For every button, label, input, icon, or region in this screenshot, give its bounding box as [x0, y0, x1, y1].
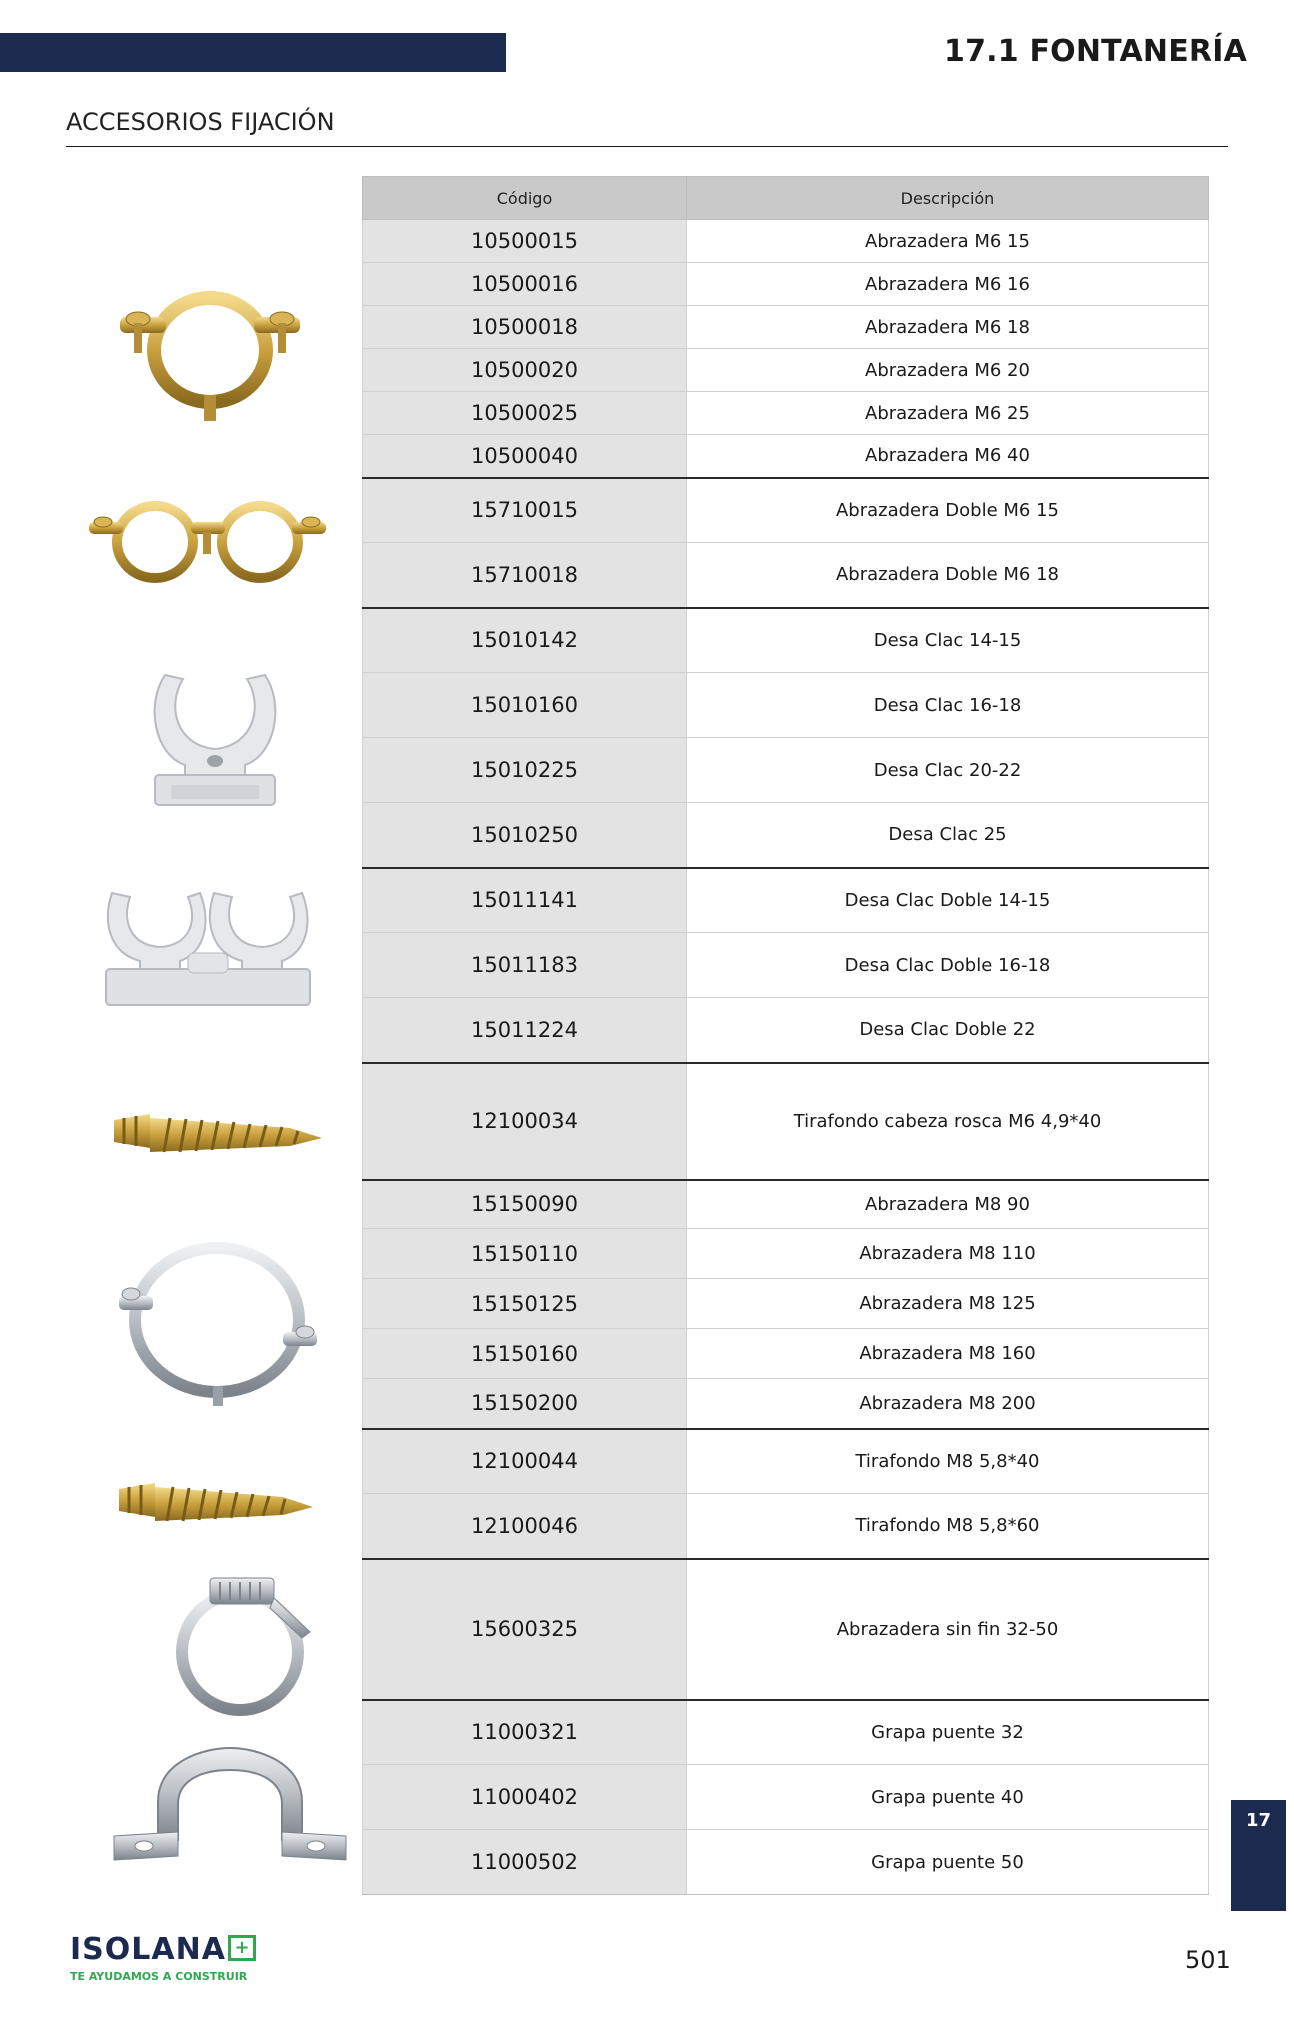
product-description: Tirafondo cabeza rosca M6 4,9*40	[687, 1063, 1209, 1180]
company-logo	[70, 1932, 270, 1982]
table-row	[363, 1700, 1209, 1765]
product-description: Abrazadera M8 200	[687, 1379, 1209, 1429]
table-row	[363, 392, 1209, 435]
product-description: Grapa puente 32	[687, 1700, 1209, 1765]
product-code: 15150110	[363, 1229, 687, 1279]
product-description: Desa Clac Doble 16-18	[687, 933, 1209, 998]
table-row	[363, 803, 1209, 868]
logo-name: ISOLANA	[70, 1932, 226, 1967]
table-row	[363, 1379, 1209, 1429]
product-description: Abrazadera M6 20	[687, 349, 1209, 392]
product-code: 11000502	[363, 1830, 687, 1895]
plastic-pipe-clip-icon	[135, 665, 295, 825]
table-row	[363, 1559, 1209, 1700]
table-row	[363, 1830, 1209, 1895]
bridge-strap-clamp-icon	[110, 1740, 350, 1880]
product-description: Abrazadera M6 16	[687, 263, 1209, 306]
product-code: 15150200	[363, 1379, 687, 1429]
product-code: 10500015	[363, 220, 687, 263]
header-divider	[66, 146, 1228, 147]
brass-pipe-clamp-icon	[110, 275, 310, 435]
m8-lag-screw-icon	[115, 1465, 315, 1545]
page-subtitle: ACCESORIOS FIJACIÓN	[66, 108, 335, 136]
product-code: 15011141	[363, 868, 687, 933]
product-description: Desa Clac 16-18	[687, 673, 1209, 738]
table-row	[363, 1494, 1209, 1559]
product-description: Abrazadera M8 90	[687, 1180, 1209, 1229]
product-description: Grapa puente 40	[687, 1765, 1209, 1830]
product-code: 15011183	[363, 933, 687, 998]
product-description: Abrazadera M6 40	[687, 435, 1209, 478]
plastic-double-pipe-clip-icon	[100, 883, 315, 1018]
worm-drive-hose-clamp-icon	[170, 1570, 315, 1720]
logo-plus-icon: +	[228, 1935, 256, 1961]
product-code: 15010250	[363, 803, 687, 868]
table-row	[363, 306, 1209, 349]
product-code: 15710018	[363, 543, 687, 608]
product-description: Abrazadera M6 18	[687, 306, 1209, 349]
product-code: 12100046	[363, 1494, 687, 1559]
table-row	[363, 349, 1209, 392]
product-code: 15600325	[363, 1559, 687, 1700]
product-code: 15150160	[363, 1329, 687, 1379]
table-row	[363, 1180, 1209, 1229]
table-row	[363, 868, 1209, 933]
product-code: 10500025	[363, 392, 687, 435]
product-description: Desa Clac 14-15	[687, 608, 1209, 673]
table-row	[363, 435, 1209, 478]
product-code: 15010142	[363, 608, 687, 673]
product-description: Desa Clac Doble 14-15	[687, 868, 1209, 933]
brass-double-pipe-clamp-icon	[85, 492, 330, 602]
table-row	[363, 673, 1209, 738]
product-description: Abrazadera M8 125	[687, 1279, 1209, 1329]
column-header-code: Código	[363, 177, 687, 220]
table-row	[363, 1279, 1209, 1329]
product-description: Desa Clac Doble 22	[687, 998, 1209, 1063]
table-row	[363, 220, 1209, 263]
table-row	[363, 1765, 1209, 1830]
table-row	[363, 738, 1209, 803]
table-row	[363, 1229, 1209, 1279]
product-description: Abrazadera Doble M6 18	[687, 543, 1209, 608]
column-header-description: Descripción	[687, 177, 1209, 220]
product-description: Abrazadera M6 15	[687, 220, 1209, 263]
product-description: Abrazadera sin fin 32-50	[687, 1559, 1209, 1700]
product-code: 10500018	[363, 306, 687, 349]
product-code: 15150090	[363, 1180, 687, 1229]
table-row	[363, 263, 1209, 306]
product-description: Desa Clac 20-22	[687, 738, 1209, 803]
product-description: Abrazadera M6 25	[687, 392, 1209, 435]
page-number: 501	[1185, 1946, 1231, 1974]
product-code: 15010160	[363, 673, 687, 738]
chapter-tab: 17	[1231, 1800, 1286, 1911]
logo-tagline: TE AYUDAMOS A CONSTRUIR	[70, 1970, 248, 1983]
section-title: 17.1 FONTANERÍA	[944, 34, 1247, 69]
table-row	[363, 1063, 1209, 1180]
product-code: 10500016	[363, 263, 687, 306]
table-row	[363, 1429, 1209, 1494]
steel-pipe-clamp-icon	[115, 1232, 320, 1407]
table-row	[363, 998, 1209, 1063]
product-description: Abrazadera Doble M6 15	[687, 478, 1209, 543]
product-code: 15150125	[363, 1279, 687, 1329]
top-accent-bar	[0, 33, 506, 72]
product-code: 12100034	[363, 1063, 687, 1180]
product-code: 15710015	[363, 478, 687, 543]
table-row	[363, 478, 1209, 543]
table-header-row	[363, 177, 1209, 220]
product-code: 10500040	[363, 435, 687, 478]
product-description: Tirafondo M8 5,8*40	[687, 1429, 1209, 1494]
product-code: 12100044	[363, 1429, 687, 1494]
product-description: Abrazadera M8 160	[687, 1329, 1209, 1379]
table-row	[363, 1329, 1209, 1379]
product-code: 15011224	[363, 998, 687, 1063]
product-code: 15010225	[363, 738, 687, 803]
product-description: Tirafondo M8 5,8*60	[687, 1494, 1209, 1559]
products-table	[362, 176, 1209, 1895]
threaded-lag-screw-icon	[110, 1090, 325, 1180]
table-row	[363, 933, 1209, 998]
product-code: 11000321	[363, 1700, 687, 1765]
product-description: Abrazadera M8 110	[687, 1229, 1209, 1279]
product-description: Grapa puente 50	[687, 1830, 1209, 1895]
table-row	[363, 543, 1209, 608]
product-description: Desa Clac 25	[687, 803, 1209, 868]
product-code: 10500020	[363, 349, 687, 392]
table-row	[363, 608, 1209, 673]
product-code: 11000402	[363, 1765, 687, 1830]
